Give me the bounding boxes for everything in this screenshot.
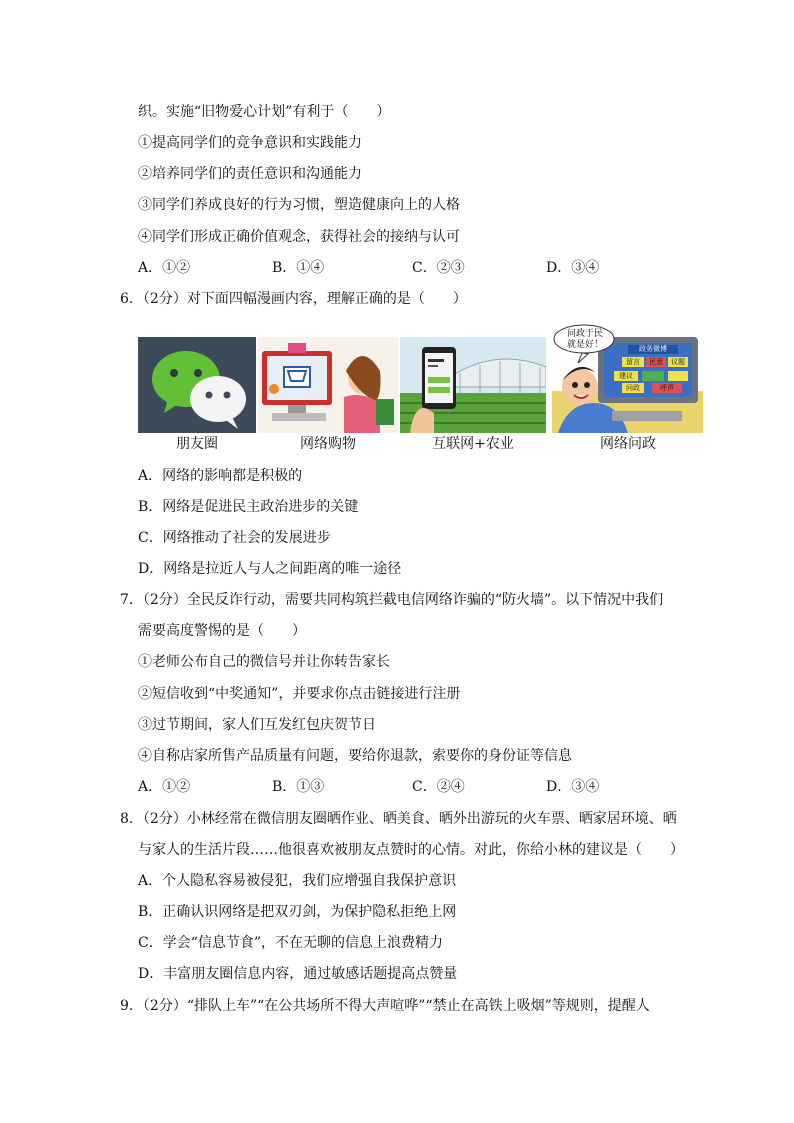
screen-word-6: 呼声 xyxy=(660,384,674,392)
internet-agriculture-cartoon-image xyxy=(400,337,546,433)
q7-item-1: ①老师公布自己的微信号并让你转告家长 xyxy=(138,654,390,670)
q6-option-b[interactable]: B．网络是促进民主政治进步的关键 xyxy=(138,499,359,515)
screen-word-2: 民意 xyxy=(649,358,663,366)
q8-stem-line-2: 与家人的生活片段……他很喜欢被朋友点赞时的心情。对此，你给小林的建议是（ ） xyxy=(138,842,684,858)
q7-item-3: ③过节期间，家人们互发红包庆贺节日 xyxy=(138,717,376,733)
q6-stem: 6．（2分）对下面四幅漫画内容，理解正确的是（ ） xyxy=(120,291,467,307)
caption-online-politics: 网络问政 xyxy=(600,436,656,452)
screen-word-3: 议题 xyxy=(671,358,685,366)
caption-internet-agriculture: 互联网+农业 xyxy=(432,436,514,452)
q7-option-d[interactable]: D．③④ xyxy=(546,779,600,795)
q6-option-d[interactable]: D．网络是拉近人与人之间距离的唯一途径 xyxy=(138,561,402,577)
q7-option-a[interactable]: A．①② xyxy=(138,779,191,795)
smartphone-farm-icon xyxy=(400,337,546,433)
q5-option-a[interactable]: A．①② xyxy=(138,260,191,276)
screen-word-1: 留言 xyxy=(626,358,640,366)
q7-option-c[interactable]: C．②④ xyxy=(412,779,465,795)
q5-option-b[interactable]: B．①④ xyxy=(272,260,325,276)
online-shopping-cartoon-image xyxy=(258,337,398,433)
q5-item-2: ②培养同学们的责任意识和沟通能力 xyxy=(138,166,362,182)
online-politics-cartoon-image xyxy=(552,323,703,433)
q8-option-a[interactable]: A．个人隐私容易被侵犯，我们应增强自我保护意识 xyxy=(138,873,457,889)
q7-stem-line-2: 需要高度警惕的是（ ） xyxy=(138,623,306,639)
screen-word-5: 问政 xyxy=(626,384,640,392)
q5-stem: 织。实施“旧物爱心计划”有利于（ ） xyxy=(138,104,391,120)
caption-moments: 朋友圈 xyxy=(176,436,218,452)
wechat-cartoon-image xyxy=(138,337,256,433)
q5-item-1: ①提高同学们的竞争意识和实践能力 xyxy=(138,135,362,151)
caption-online-shopping: 网络购物 xyxy=(300,436,356,452)
q7-option-b[interactable]: B．①③ xyxy=(272,779,325,795)
q5-item-3: ③同学们养成良好的行为习惯，塑造健康向上的人格 xyxy=(138,197,460,213)
q5-item-4: ④同学们形成正确价值观念，获得社会的接纳与认可 xyxy=(138,229,460,245)
q7-item-2: ②短信收到“中奖通知”，并要求你点击链接进行注册 xyxy=(138,686,461,702)
q6-option-a[interactable]: A．网络的影响都是积极的 xyxy=(138,468,303,484)
q8-option-c[interactable]: C．学会“信息节食”，不在无聊的信息上浪费精力 xyxy=(138,935,444,951)
q7-item-4: ④自称店家所售产品质量有问题，要给你退款，索要你的身份证等信息 xyxy=(138,748,572,764)
screen-word-4: 建议 xyxy=(619,372,633,380)
q8-stem-line-1: 8．（2分）小林经常在微信朋友圈晒作业、晒美食、晒外出游玩的火车票、晒家居环境、晒 xyxy=(120,811,677,827)
q5-option-c[interactable]: C．②③ xyxy=(412,260,465,276)
wechat-logo-icon xyxy=(138,337,256,433)
q9-stem-line-1: 9．（2分）“排队上车”“在公共场所不得大声喧哗”“禁止在高铁上吸烟”等规则，提醒人 xyxy=(120,998,650,1014)
speech-bubble-text: 问政于民 就是好！ xyxy=(566,329,603,350)
q6-option-c[interactable]: C．网络推动了社会的发展进步 xyxy=(138,530,331,546)
shopping-computer-icon xyxy=(258,337,398,433)
q5-option-d[interactable]: D．③④ xyxy=(546,260,600,276)
q7-stem-line-1: 7．（2分）全民反诈行动，需要共同构筑拦截电信网络诈骗的“防火墙”。以下情况中我们 xyxy=(120,592,664,608)
q8-option-d[interactable]: D．丰富朋友圈信息内容，通过敏感话题提高点赞量 xyxy=(138,966,458,982)
screen-title: 政务微博 xyxy=(639,345,667,353)
q8-option-b[interactable]: B．正确认识网络是把双刃剑，为保护隐私拒绝上网 xyxy=(138,904,457,920)
